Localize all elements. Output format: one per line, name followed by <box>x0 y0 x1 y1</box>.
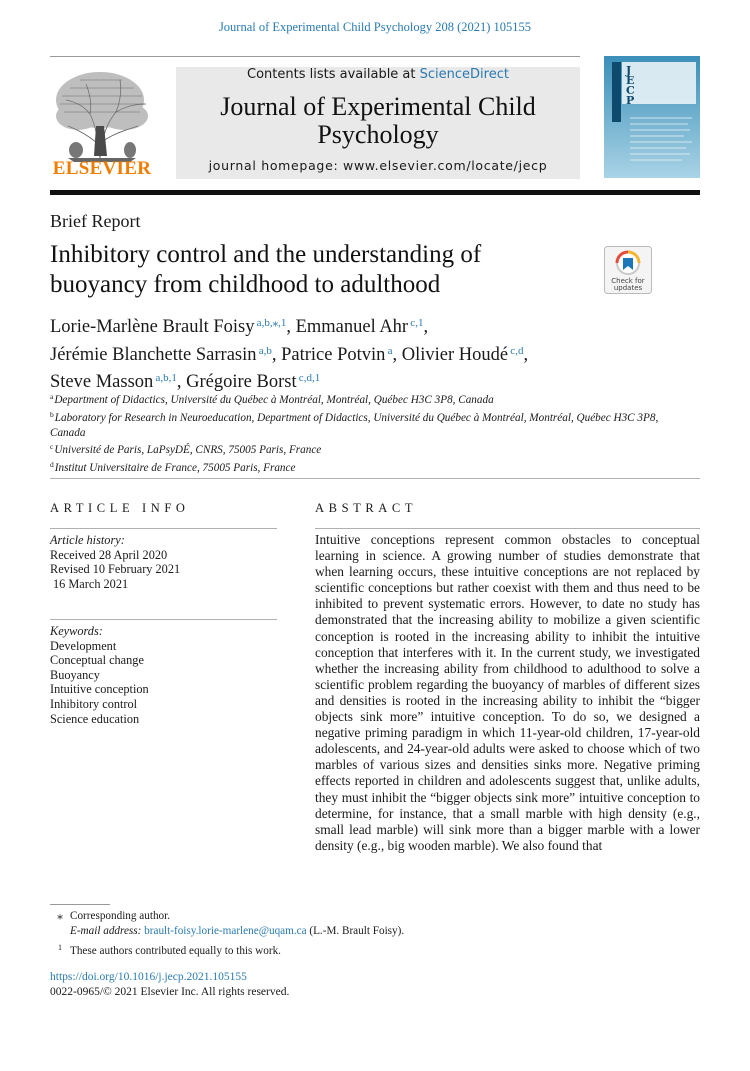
journal-name: Journal of Experimental Child Psychology <box>220 92 536 149</box>
author-name: Lorie-Marlène Brault Foisy <box>50 317 255 337</box>
revised-date-2: 16 March 2021 <box>53 576 129 591</box>
history-label: Article history: <box>50 533 125 547</box>
author-affiliation-marks[interactable]: c,d <box>508 344 524 357</box>
article-info-divider <box>50 528 277 529</box>
journal-homepage[interactable]: journal homepage: www.elsevier.com/locate/jecp <box>208 158 548 173</box>
email-label: E-mail address: <box>70 925 145 938</box>
check-updates-label: updates <box>613 284 643 292</box>
article-type: Brief Report <box>50 211 141 231</box>
keyword: Intuitive conception <box>50 682 149 697</box>
corresponding-text: Corresponding author. <box>70 910 171 922</box>
author-separator: , <box>176 372 187 392</box>
author-name: Jérémie Blanchette Sarrasin <box>50 344 257 365</box>
author[interactable] <box>50 345 272 365</box>
affiliations-list <box>50 390 690 476</box>
check-for-updates-badge[interactable] <box>604 246 652 294</box>
author-separator: , <box>271 344 282 365</box>
keyword: Conceptual change <box>50 653 144 668</box>
author-separator: , <box>523 344 529 365</box>
article-title: Inhibitory control and the understanding of buoyancy from childhood to adulthood <box>50 241 482 298</box>
elsevier-wordmark: ELSEVIER <box>52 158 152 179</box>
cover-letter: C <box>626 84 635 97</box>
affiliation-text: Laboratory for Research in Neuroeducation, Department of Didactics, Université du Québec à Montréal, Montréal, Québec H3C 3P8, Canada <box>50 411 659 439</box>
keywords-label: Keywords: <box>50 624 103 638</box>
keyword-list <box>50 639 277 727</box>
keywords <box>50 624 277 726</box>
affiliation <box>50 440 690 458</box>
author[interactable] <box>281 345 392 365</box>
author-affiliation-marks[interactable]: c,d,1 <box>296 372 321 384</box>
author-separator: , <box>423 317 429 337</box>
author-affiliation-marks[interactable]: a,b,⁎,1 <box>254 317 287 329</box>
check-updates-label: Check for <box>611 277 645 285</box>
author-separator: , <box>286 317 296 337</box>
equal-mark: 1 <box>58 942 62 952</box>
journal-cover-thumbnail <box>604 56 700 178</box>
author[interactable] <box>50 317 286 337</box>
author-separator: , <box>392 344 402 365</box>
author-name: Grégoire Borst <box>186 372 297 392</box>
affiliation-text: Université de Paris, LaPsyDÉ, CNRS, 75005 Paris, France <box>54 444 322 457</box>
email-footnote <box>50 924 650 939</box>
revised-date: Revised 10 February 2021 <box>50 562 181 577</box>
article-history <box>50 533 277 591</box>
top-divider <box>50 56 580 57</box>
abstract-heading: ABSTRACT <box>315 501 418 515</box>
author[interactable] <box>296 317 424 337</box>
author-affiliation-marks[interactable]: a,b,1 <box>153 372 177 384</box>
contents-prefix: Contents lists available at <box>247 67 420 82</box>
affiliation <box>50 390 690 408</box>
author[interactable] <box>50 372 177 392</box>
article-info-heading: ARTICLE INFO <box>50 501 190 515</box>
affiliation-text: Department of Didactics, Université du Québec à Montréal, Montréal, Québec H3C 3P8, Canada <box>54 394 494 406</box>
footnotes <box>50 909 650 959</box>
author-affiliation-marks[interactable]: a <box>385 344 393 357</box>
abstract-divider <box>315 528 700 529</box>
affiliation-mark: b <box>50 409 54 419</box>
affiliation <box>50 458 690 476</box>
cover-letter: E <box>626 74 635 87</box>
corresponding-mark: ⁎ <box>57 910 63 922</box>
keyword: Development <box>50 638 117 653</box>
keywords-divider <box>50 619 277 620</box>
corresponding-footnote <box>50 909 650 924</box>
affiliation-mark: c <box>50 442 54 452</box>
section-divider <box>50 478 700 479</box>
email-suffix: (L.-M. Brault Foisy). <box>306 925 405 938</box>
author-affiliation-marks[interactable]: a,b <box>256 344 272 357</box>
author-name: Emmanuel Ahr <box>295 317 409 337</box>
header-thick-divider <box>50 190 700 195</box>
footnote-divider <box>50 904 110 905</box>
keyword: Buoyancy <box>50 667 100 682</box>
affiliation-text: Institut Universitaire de France, 75005 Paris, France <box>54 462 296 475</box>
equal-text: These authors contributed equally to this work. <box>70 944 281 957</box>
affiliation-mark: d <box>50 460 54 470</box>
abstract-body: Intuitive conceptions represent common obstacles to conceptual learning in science. A growing number of studies demonstrate that when learning occurs, these intuitive conceptions are not replaced by scientific conceptions but rather coexist with them and thus need to be inhibited to prevent systematic errors. However, to date no study has demonstrated that the increasing ability to mobilize a given scientific conception is rooted in the increasing ability to inhibit the intuitive conception that interferes with it. In the current study, we investigated whether the increasing ability from childhood to adulthood to solve a scientific problem regarding the buoyancy of marbles of different sizes and densities is rooted in the increasing ability to inhibit the “bigger objects sink more” intuitive conception. To do so, we designed a negative priming paradigm in which 11-year-old children, 17-year-old adolescents, and 24-year-old adults were asked to choose which of two marbles of various sizes and densities sinks more. Negative priming effects reported in children and adolescents suggest that, unlike adults, they must inhibit the “bigger objects sink more” intuitive conception to determine, for instance, that a small marble with high density (e.g., small lead marble) will sink more than a bigger marble with a lower density (e.g., big wooden marble). We also found that <box>315 532 700 853</box>
cover-letter: J <box>626 64 632 77</box>
contents-line <box>176 67 580 82</box>
author-name: Steve Masson <box>50 372 154 392</box>
journal-reference[interactable]: Journal of Experimental Child Psychology 208 (2021) 105155 <box>218 20 532 34</box>
author[interactable] <box>402 345 524 365</box>
journal-masthead <box>176 67 580 179</box>
doi-block <box>50 970 289 1001</box>
author-name: Patrice Potvin <box>281 344 386 365</box>
affiliation <box>50 408 690 441</box>
equal-contribution-footnote <box>50 940 650 959</box>
copyright: 0022-0965/© 2021 Elsevier Inc. All rights reserved. <box>50 986 290 999</box>
author[interactable] <box>186 372 320 392</box>
author-name: Olivier Houdé <box>401 344 509 365</box>
received-date: Received 28 April 2020 <box>50 547 168 562</box>
sciencedirect-link[interactable]: ScienceDirect <box>419 67 509 82</box>
keyword: Science education <box>50 711 140 726</box>
keyword: Inhibitory control <box>50 696 138 711</box>
author-list <box>50 312 690 395</box>
author-affiliation-marks[interactable]: c,1 <box>408 317 424 329</box>
doi-link[interactable]: https://doi.org/10.1016/j.jecp.2021.105155 <box>50 971 247 983</box>
affiliation-mark: a <box>50 392 54 401</box>
email-link[interactable]: brault-foisy.lorie-marlene@uqam.ca <box>144 925 307 938</box>
cover-letter: P <box>626 94 635 107</box>
